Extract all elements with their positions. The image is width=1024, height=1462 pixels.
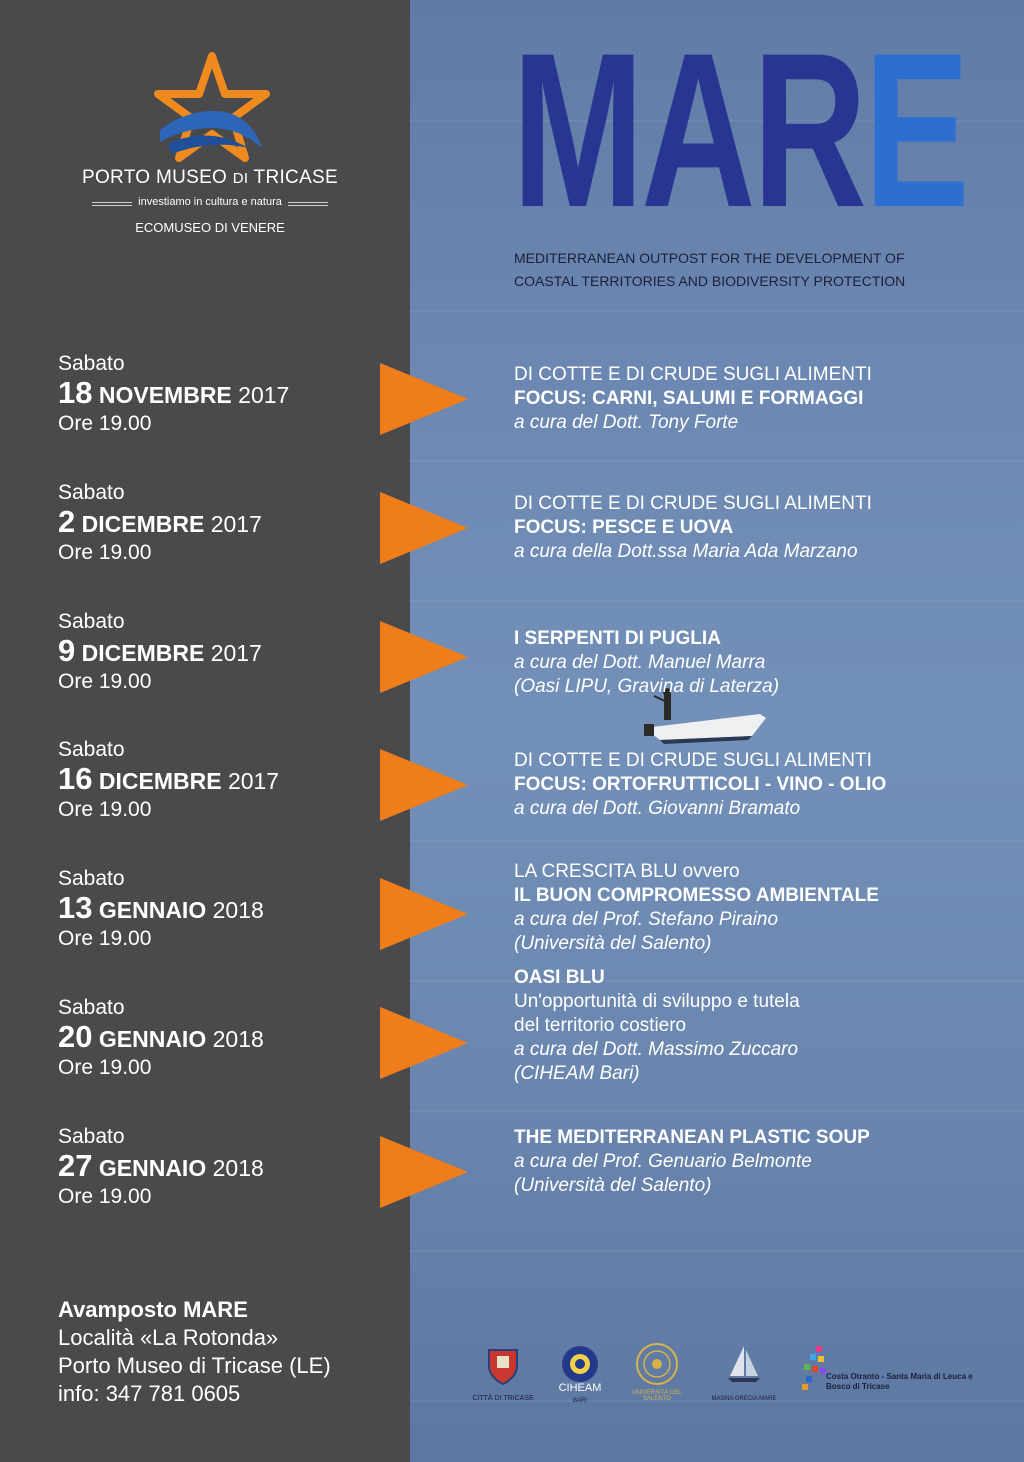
date-time: Ore 19.00 [58, 798, 152, 822]
date-number: 18 [58, 375, 93, 410]
date-block [58, 481, 378, 565]
venue-city: Porto Museo di Tricase (LE) [58, 1353, 331, 1378]
date-day: Sabato [58, 867, 125, 891]
divider [288, 202, 328, 203]
event-line: FOCUS: ORTOFRUTTICOLI - VINO - OLIO [514, 774, 887, 796]
event-description [514, 492, 1004, 564]
event-line: DI COTTE E DI CRUDE SUGLI ALIMENTI [514, 750, 872, 772]
date-time: Ore 19.00 [58, 927, 152, 951]
date-time: Ore 19.00 [58, 540, 152, 564]
event-line: DI COTTE E DI CRUDE SUGLI ALIMENTI [514, 492, 872, 514]
event-line: a cura del Dott. Tony Forte [514, 412, 739, 433]
sponsor-magna-grecia: MAGNA GRECIA MARE [704, 1340, 784, 1402]
date-number: 2 [58, 503, 76, 539]
event-description [514, 966, 1004, 1086]
date-main [58, 1020, 378, 1056]
event-line: LA CRESCITA BLU ovvero [514, 861, 740, 883]
sponsor-unisalento: UNIVERSITÀ DEL SALENTO [626, 1340, 688, 1402]
date-year: 2017 [210, 639, 262, 666]
event-description [514, 1126, 1004, 1198]
date-main [58, 376, 378, 412]
event-line: a cura del Prof. Genuario Belmonte [514, 1150, 812, 1172]
date-day: Sabato [58, 996, 125, 1019]
event-line: a cura del Dott. Giovanni Bramato [514, 798, 801, 820]
date-year: 2018 [212, 1154, 264, 1181]
venue-contact: info: 347 781 0605 [58, 1381, 241, 1406]
event-line: a cura del Prof. Stefano Piraino [514, 909, 779, 931]
event-line: del territorio costiero [514, 1015, 687, 1036]
event-line: a cura della Dott.ssa Maria Ada Marzano [514, 540, 858, 562]
date-time: Ore 19.00 [58, 412, 152, 435]
date-main [58, 891, 378, 927]
university-seal-icon [635, 1342, 679, 1386]
date-block [58, 738, 378, 822]
divider [92, 202, 132, 203]
date-year: 2017 [227, 768, 280, 795]
event-line: (CIHEAM Bari) [514, 1063, 640, 1084]
date-number: 20 [58, 1019, 93, 1054]
date-block [58, 352, 378, 436]
date-day: Sabato [58, 352, 125, 375]
venue-name: Avamposto MARE [58, 1297, 248, 1322]
event-description [514, 627, 1004, 699]
event-description [514, 363, 1004, 435]
event-line: a cura del Dott. Massimo Zuccaro [514, 1039, 799, 1060]
event-line: I SERPENTI DI PUGLIA [514, 627, 721, 649]
date-main [58, 762, 378, 798]
event-line: DI COTTE E DI CRUDE SUGLI ALIMENTI [514, 364, 872, 385]
date-month: GENNAIO [98, 1026, 207, 1052]
event-line: Un'opportunità di sviluppo e tutela [514, 991, 800, 1012]
event-line: (Università del Salento) [514, 1174, 712, 1196]
date-year: 2018 [212, 1026, 264, 1052]
arrow-icon [380, 1136, 468, 1208]
date-month: DICEMBRE [81, 639, 205, 666]
date-day: Sabato [58, 1124, 125, 1148]
date-number: 9 [58, 632, 76, 668]
event-line: FOCUS: PESCE E UOVA [514, 516, 734, 538]
date-year: 2017 [238, 382, 290, 408]
date-time: Ore 19.00 [58, 1184, 152, 1208]
event-line: a cura del Dott. Manuel Marra [514, 651, 766, 673]
arrow-icon [380, 363, 468, 435]
event-line: (Università del Salento) [514, 933, 712, 955]
date-year: 2018 [212, 897, 264, 924]
date-number: 13 [58, 890, 93, 926]
date-month: DICEMBRE [81, 510, 205, 537]
event-line: FOCUS: CARNI, SALUMI E FORMAGGI [514, 388, 864, 409]
arrow-icon [380, 749, 468, 821]
event-description [514, 749, 1004, 821]
title-subtitle: MEDITERRANEAN OUTPOST FOR THE DEVELOPMENT OF COASTAL TERRITORIES AND BIODIVERSITY PROTECTION [514, 250, 906, 289]
date-main [58, 505, 378, 541]
logo-tagline-row [92, 196, 328, 208]
sponsor-tricase: CITTÀ DI TRICASE [470, 1340, 536, 1402]
arrow-icon [380, 621, 468, 693]
date-main [58, 1149, 378, 1185]
sail-icon [724, 1342, 764, 1386]
date-time: Ore 19.00 [58, 1056, 152, 1079]
star-wave-icon [152, 52, 272, 172]
date-day: Sabato [58, 738, 125, 762]
main-title: MARE [512, 7, 967, 253]
date-time: Ore 19.00 [58, 669, 152, 693]
date-block [58, 867, 378, 951]
event-line: IL BUON COMPROMESSO AMBIENTALE [514, 885, 879, 907]
date-block [58, 1125, 378, 1209]
date-month: GENNAIO [98, 897, 207, 924]
event-description [514, 860, 1004, 956]
event-line: OASI BLU [514, 967, 605, 988]
arrow-icon [380, 878, 468, 950]
sponsor-ciheam: CIHEAM BARI [550, 1340, 610, 1402]
crest-icon [483, 1344, 523, 1388]
logo-tagline: investiamo in cultura e natura [138, 196, 282, 208]
date-day: Sabato [58, 480, 125, 504]
date-block [58, 610, 378, 694]
date-month: DICEMBRE [98, 768, 222, 795]
arrow-icon [380, 492, 468, 564]
date-month: GENNAIO [98, 1154, 207, 1181]
venue-place: Località «La Rotonda» [58, 1325, 279, 1350]
venue-info [58, 1296, 331, 1408]
date-block [58, 996, 378, 1080]
date-main [58, 634, 378, 670]
sponsor-park: Costa Otranto - Santa Maria di Leuca e Bosco di Tricase [800, 1340, 990, 1402]
ciheam-emblem-icon [560, 1344, 600, 1384]
sponsor-logos [470, 1340, 990, 1410]
logo-subtitle: ECOMUSEO DI VENERE [135, 220, 285, 235]
event-line: (Oasi LIPU, Gravina di Laterza) [514, 675, 780, 697]
date-number: 27 [58, 1147, 93, 1183]
date-month: NOVEMBRE [98, 382, 232, 408]
date-day: Sabato [58, 609, 125, 633]
date-year: 2017 [210, 510, 262, 537]
arrow-icon [380, 1007, 468, 1079]
logo-name: PORTO MUSEO DI TRICASE [82, 167, 338, 188]
event-line: THE MEDITERRANEAN PLASTIC SOUP [514, 1126, 870, 1148]
date-number: 16 [58, 761, 93, 797]
